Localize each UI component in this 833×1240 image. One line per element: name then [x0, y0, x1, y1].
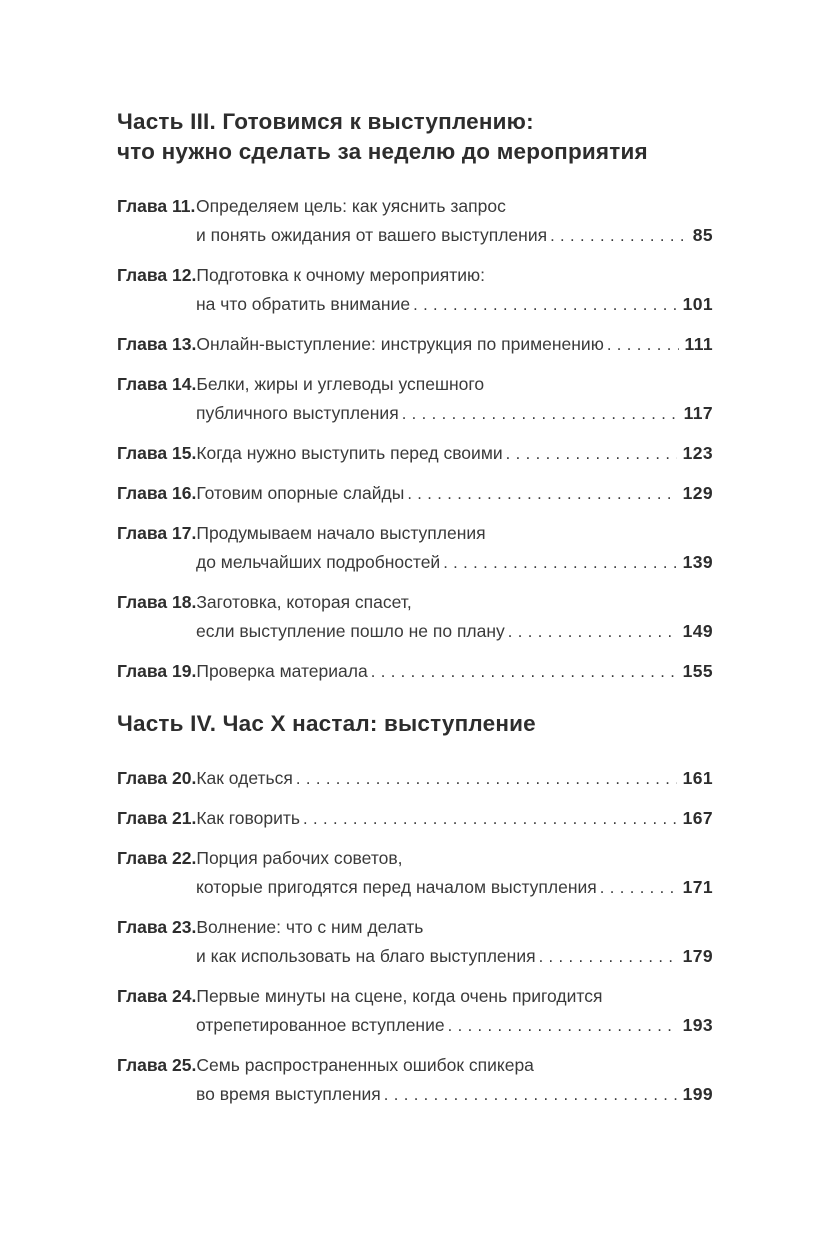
section-heading	[117, 709, 713, 739]
toc-entry-row	[117, 370, 713, 399]
chapter-label: Глава 15.	[117, 443, 197, 463]
chapter-label: Глава 11.	[117, 196, 196, 216]
toc-entry	[117, 519, 713, 578]
chapter-title-line: Готовим опорные слайды	[196, 483, 405, 503]
chapter-label: Глава 21.	[117, 808, 197, 828]
toc-entry	[117, 1051, 713, 1110]
chapter-label: Глава 22.	[117, 848, 197, 868]
toc-entry	[117, 439, 713, 469]
toc-entry-row	[117, 290, 713, 320]
toc-entry	[117, 330, 713, 360]
chapter-title-line: Определяем цель: как уяснить запрос	[196, 196, 506, 216]
page-number: 155	[682, 661, 713, 681]
section-heading	[117, 107, 713, 167]
dot-leader	[371, 657, 677, 687]
chapter-title-line: Белки, жиры и углеводы успешного	[196, 374, 485, 394]
dot-leader	[384, 1080, 677, 1110]
toc-entry	[117, 982, 713, 1041]
page-number: 123	[682, 443, 713, 463]
toc-entry	[117, 913, 713, 972]
chapter-title-line: публичного выступления	[196, 403, 399, 423]
toc-entry	[117, 844, 713, 903]
chapter-title-line: отрепетированное вступление	[196, 1015, 445, 1035]
toc-entry	[117, 370, 713, 429]
page-number: 139	[682, 552, 713, 572]
toc-entry-row	[117, 588, 713, 617]
toc-entry	[117, 804, 713, 834]
chapter-title-line: если выступление пошло не по плану	[196, 621, 505, 641]
page-number: 167	[682, 808, 713, 828]
chapter-label: Глава 16.	[117, 483, 197, 503]
toc-entry-row	[117, 657, 713, 687]
chapter-label: Глава 14.	[117, 374, 197, 394]
toc-entry-row	[117, 764, 713, 794]
chapter-label: Глава 12.	[117, 265, 197, 285]
toc-entry	[117, 479, 713, 509]
toc-entry-row	[117, 873, 713, 903]
dot-leader	[448, 1011, 677, 1041]
toc-section	[117, 107, 713, 687]
section-entries	[117, 764, 713, 1110]
toc-entry-row	[117, 942, 713, 972]
dot-leader	[402, 399, 678, 429]
chapter-label: Глава 13.	[117, 334, 197, 354]
toc-content	[117, 107, 713, 1120]
chapter-label: Глава 25.	[117, 1055, 197, 1075]
chapter-title-line: Порция рабочих советов,	[196, 848, 403, 868]
chapter-title-line: Волнение: что с ним делать	[196, 917, 424, 937]
dot-leader	[407, 479, 676, 509]
dot-leader	[413, 290, 677, 320]
toc-entry-row	[117, 261, 713, 290]
chapter-title-line: которые пригодятся перед началом выступления	[196, 877, 597, 897]
toc-entry-row	[117, 1080, 713, 1110]
dot-leader	[550, 221, 687, 251]
page-number: 111	[684, 334, 713, 354]
chapter-title-line: во время выступления	[196, 1084, 381, 1104]
section-heading-line: что нужно сделать за неделю до мероприятия	[117, 139, 648, 164]
chapter-title-line: Как говорить	[196, 808, 301, 828]
toc-entry-row	[117, 439, 713, 469]
dot-leader	[539, 942, 677, 972]
chapter-label: Глава 18.	[117, 592, 197, 612]
toc-entry-row	[117, 804, 713, 834]
page-number: 193	[682, 1015, 713, 1035]
toc-section	[117, 709, 713, 1110]
dot-leader	[508, 617, 677, 647]
toc-entry	[117, 261, 713, 320]
chapter-title-line: и понять ожидания от вашего выступления	[196, 225, 548, 245]
toc-entry-row	[117, 844, 713, 873]
toc-entry	[117, 192, 713, 251]
toc-entry-row	[117, 1011, 713, 1041]
toc-entry-row	[117, 548, 713, 578]
dot-leader	[303, 804, 677, 834]
toc-entry	[117, 764, 713, 794]
toc-entry-row	[117, 1051, 713, 1080]
page-number: 171	[682, 877, 713, 897]
dot-leader	[443, 548, 676, 578]
toc-entry-row	[117, 617, 713, 647]
toc-entry-row	[117, 330, 713, 360]
page-number: 129	[682, 483, 713, 503]
toc-entry	[117, 657, 713, 687]
chapter-label: Глава 19.	[117, 661, 197, 681]
page-number: 149	[682, 621, 713, 641]
chapter-title-line: Первые минуты на сцене, когда очень пригодится	[196, 986, 603, 1006]
toc-entry-row	[117, 221, 713, 251]
page-number: 199	[682, 1084, 713, 1104]
toc-entry-row	[117, 399, 713, 429]
toc-entry-row	[117, 519, 713, 548]
chapter-title-line: Онлайн-выступление: инструкция по применению	[196, 334, 604, 354]
toc-entry-row	[117, 192, 713, 221]
page-number: 117	[683, 403, 713, 423]
page-number: 179	[682, 946, 713, 966]
chapter-title-line: и как использовать на благо выступления	[196, 946, 536, 966]
chapter-title-line: Как одеться	[196, 768, 293, 788]
chapter-title-line: Семь распространенных ошибок спикера	[196, 1055, 534, 1075]
chapter-label: Глава 20.	[117, 768, 197, 788]
chapter-title-line: на что обратить внимание	[196, 294, 411, 314]
section-entries	[117, 192, 713, 687]
dot-leader	[506, 439, 677, 469]
toc-entry-row	[117, 479, 713, 509]
page-number: 161	[682, 768, 713, 788]
section-heading-line: Часть III. Готовимся к выступлению:	[117, 109, 534, 134]
chapter-title-line: Заготовка, которая спасет,	[196, 592, 412, 612]
toc-entry-row	[117, 913, 713, 942]
chapter-title-line: до мельчайших подробностей	[196, 552, 441, 572]
toc-entry	[117, 588, 713, 647]
dot-leader	[600, 873, 677, 903]
page-number: 85	[692, 225, 713, 245]
dot-leader	[607, 330, 679, 360]
chapter-title-line: Когда нужно выступить перед своими	[196, 443, 503, 463]
chapter-title-line: Проверка материала	[196, 661, 368, 681]
chapter-label: Глава 23.	[117, 917, 197, 937]
chapter-title-line: Подготовка к очному мероприятию:	[196, 265, 486, 285]
chapter-label: Глава 17.	[117, 523, 197, 543]
chapter-title-line: Продумываем начало выступления	[196, 523, 486, 543]
chapter-label: Глава 24.	[117, 986, 197, 1006]
toc-entry-row	[117, 982, 713, 1011]
dot-leader	[296, 764, 677, 794]
page-number: 101	[682, 294, 713, 314]
section-heading-line: Часть IV. Час Х настал: выступление	[117, 711, 536, 736]
